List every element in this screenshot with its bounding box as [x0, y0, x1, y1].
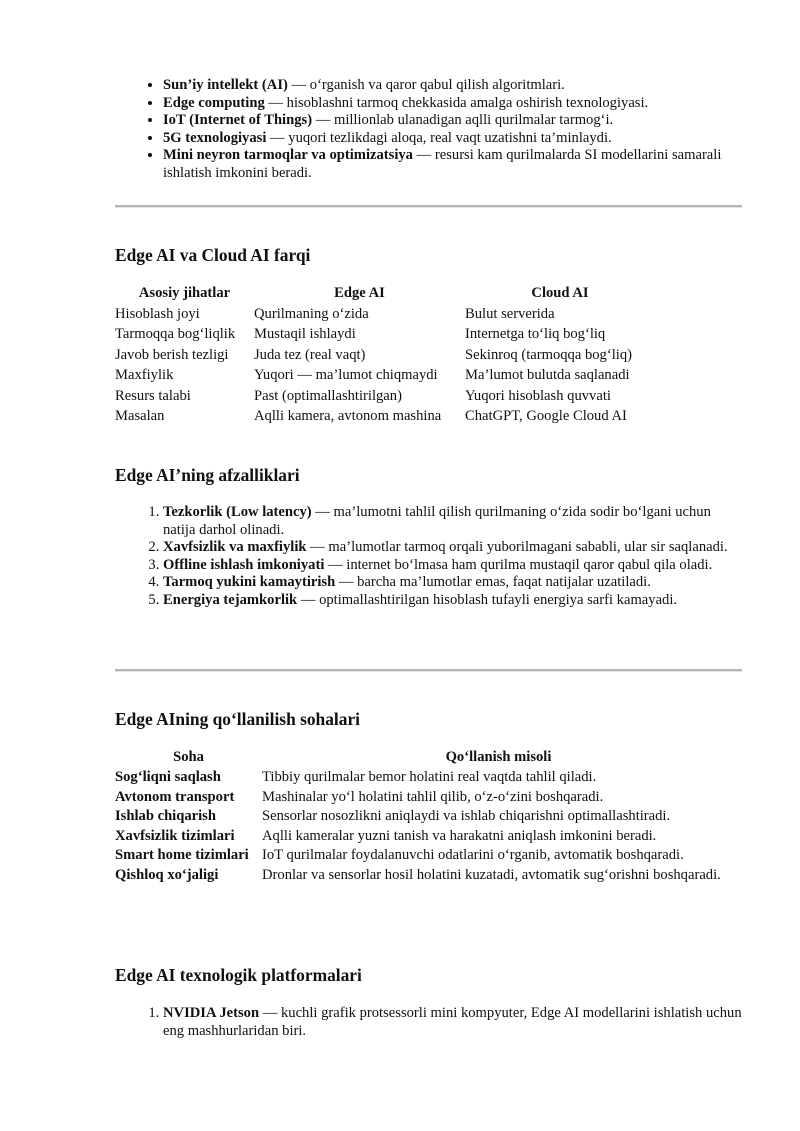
list-item [163, 504, 745, 539]
comparison-table [115, 283, 655, 428]
item-text: — optimallashtirilgan hisoblash tufayli energiya sarfi kamayadi. [297, 591, 678, 608]
column-header: Qo‘llanish misoli [445, 748, 552, 765]
table-cell: Ishlab chiqarish [115, 808, 216, 825]
table-row [115, 366, 655, 387]
list-item [163, 1005, 745, 1040]
table-cell: Ma’lumot bulutda saqlanadi [465, 367, 630, 384]
list-item [163, 592, 745, 610]
table-cell: Past (optimallashtirilgan) [254, 387, 402, 404]
table-cell: Sensorlar nosozlikni aniqlaydi va ishlab chiqarishni optimallashtiradi. [262, 808, 671, 825]
table-cell: Qishloq xo‘jaligi [115, 866, 219, 883]
list-item [163, 95, 745, 113]
bullet-term: 5G texnologiyasi [163, 129, 267, 146]
table-cell: Tibbiy qurilmalar bemor holatini real vaqtda tahlil qiladi. [262, 769, 597, 785]
table-cell: Yuqori hisoblash quvvati [465, 387, 611, 404]
table-cell: Yuqori — ma’lumot chiqmaydi [254, 367, 438, 384]
table-cell: Juda tez (real vaqt) [254, 346, 366, 363]
item-text: — ma’lumotni tahlil qilish qurilmaning o‘zida sodir bo‘lgani uchun natija darhol olinadi. [163, 504, 711, 538]
column-header: Cloud AI [531, 284, 589, 301]
item-text: — ma’lumotlar tarmoq orqali yuborilmagani sababli, ular sir saqlanadi. [306, 539, 728, 556]
table-row [115, 768, 735, 788]
horizontal-divider [115, 205, 742, 207]
table-cell: Internetga to‘liq bog‘liq [465, 326, 606, 343]
table-cell: Bulut serverida [465, 305, 555, 322]
item-term: Tarmoq yukini kamaytirish [163, 574, 336, 591]
item-term: Energiya tejamkorlik [163, 591, 298, 608]
bullet-term: Mini neyron tarmoqlar va optimizatsiya [163, 147, 413, 164]
item-term: Offline ishlash imkoniyati [163, 556, 325, 573]
item-term: NVIDIA Jetson [163, 1005, 260, 1021]
item-text: — barcha ma’lumotlar emas, faqat natijalar uzatiladi. [335, 574, 651, 591]
table-row [115, 407, 655, 428]
table-cell: Qurilmaning o‘zida [254, 305, 369, 322]
bullet-text: — yuqori tezlikdagi aloqa, real vaqt uzatishni ta’minlaydi. [266, 129, 612, 146]
item-text: — kuchli grafik protsessorli mini kompyuter, Edge AI modellarini ishlatish uchun eng mashhurlaridan biri. [163, 1005, 742, 1039]
item-term: Xavfsizlik va maxfiylik [163, 539, 307, 556]
table-cell: Resurs talabi [115, 387, 191, 404]
list-item [163, 574, 745, 592]
table-cell: Masalan [115, 408, 165, 425]
section-heading-platforms: Edge AI texnologik platformalari [115, 965, 362, 985]
column-header: Soha [173, 748, 204, 765]
column-header: Edge AI [334, 284, 385, 301]
table-cell: Avtonom transport [115, 788, 235, 805]
bullet-term: Sun’iy intellekt (AI) [163, 77, 288, 93]
horizontal-divider [115, 669, 742, 671]
technology-bullet-list [115, 77, 745, 183]
table-row [115, 325, 655, 346]
table-cell: Sekinroq (tarmoqqa bog‘liq) [465, 346, 632, 363]
table-cell: Smart home tizimlari [115, 847, 249, 864]
table-cell: ChatGPT, Google Cloud AI [465, 408, 627, 425]
table-cell: Aqlli kamera, avtonom mashina [254, 408, 442, 425]
table-cell: Aqlli kameralar yuzni tanish va harakatni aniqlash imkonini beradi. [262, 827, 657, 844]
list-item [163, 112, 745, 130]
list-item [163, 147, 745, 182]
table-row [115, 304, 655, 325]
column-header: Asosiy jihatlar [138, 284, 231, 301]
table-cell: Mustaqil ishlaydi [254, 326, 356, 343]
bullet-text: — resursi kam qurilmalarda SI modellarini samarali ishlatish imkonini beradi. [163, 147, 722, 181]
table-row [115, 866, 735, 886]
table-row [115, 827, 735, 847]
applications-table [115, 747, 735, 886]
table-cell: IoT qurilmalar foydalanuvchi odatlarini o‘rganib, avtomatik boshqaradi. [262, 847, 684, 864]
table-cell: Maxfiylik [115, 367, 174, 384]
section-heading-advantages: Edge AI’ning afzalliklari [115, 465, 300, 485]
table-header-row [115, 283, 655, 304]
platforms-list [115, 1005, 745, 1040]
list-item [163, 77, 745, 95]
table-cell: Mashinalar yo‘l holatini tahlil qilib, o‘z-o‘zini boshqaradi. [262, 788, 604, 805]
table-cell: Hisoblash joyi [115, 305, 200, 322]
section-heading-applications: Edge AIning qo‘llanilish sohalari [115, 709, 360, 729]
bullet-text: — millionlab ulanadigan aqlli qurilmalar tarmog‘i. [312, 112, 614, 129]
table-cell: Xavfsizlik tizimlari [115, 827, 235, 844]
bullet-text: — hisoblashni tarmoq chekkasida amalga oshirish texnologiyasi. [264, 94, 649, 111]
table-row [115, 386, 655, 407]
table-row [115, 846, 735, 866]
table-cell: Dronlar va sensorlar hosil holatini kuzatadi, avtomatik sug‘orishni boshqaradi. [262, 866, 721, 883]
item-text: — internet bo‘lmasa ham qurilma mustaqil qaror qabul qila oladi. [324, 556, 713, 573]
table-cell: Tarmoqqa bog‘liqlik [115, 326, 236, 343]
list-item [163, 539, 745, 557]
table-cell: Sog‘liqni saqlash [115, 769, 221, 785]
table-row [115, 788, 735, 808]
bullet-term: IoT (Internet of Things) [163, 112, 313, 129]
bullet-text: — o‘rganish va qaror qabul qilish algoritmlari. [287, 77, 565, 93]
bullet-term: Edge computing [163, 94, 265, 111]
section-heading-compare: Edge AI va Cloud AI farqi [115, 245, 311, 265]
table-cell: Javob berish tezligi [115, 346, 229, 363]
advantages-list [115, 504, 745, 610]
table-row [115, 807, 735, 827]
item-term: Tezkorlik (Low latency) [163, 504, 312, 520]
table-header-row [115, 747, 735, 768]
list-item [163, 557, 745, 575]
list-item [163, 130, 745, 148]
table-row [115, 345, 655, 366]
